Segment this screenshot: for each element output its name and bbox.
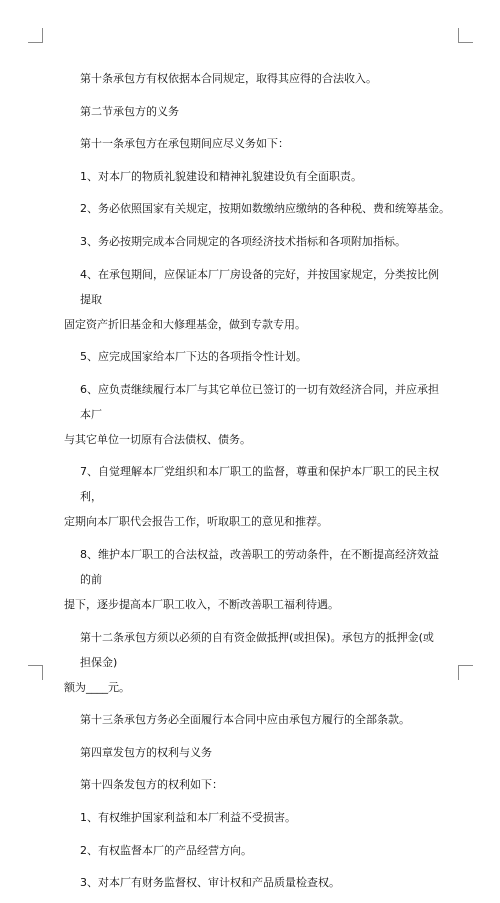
paragraph-article-10 <box>80 66 440 91</box>
rights-item-1 <box>80 805 440 830</box>
paragraph-line: 6、应负责继续履行本厂与其它单位已签订的一切有效经济合同，并应承担本厂 <box>80 382 439 421</box>
paragraph-line: 1、对本厂的物质礼貌建设和精神礼貌建设负有全面职责。 <box>80 169 362 183</box>
list-item-3 <box>80 229 440 254</box>
paragraph-line: 第十二条承包方须以必须的自有资金做抵押(或担保)。承包方的抵押金(或担保金) <box>80 630 434 669</box>
paragraph-line: 第二节承包方的义务 <box>80 104 179 118</box>
list-item-1 <box>80 164 440 189</box>
crop-mark-bottom-left <box>28 665 43 680</box>
paragraph-article-12 <box>64 625 440 700</box>
list-item-2 <box>80 196 450 221</box>
paragraph-line: 第十条承包方有权依据本合同规定，取得其应得的合法收入。 <box>80 72 377 85</box>
paragraph-line: 3、务必按期完成本合同规定的各项经济技术指标和各项附加指标。 <box>80 234 406 248</box>
list-item-8 <box>64 542 440 617</box>
list-item-7 <box>64 459 440 534</box>
section-heading-contractor-obligations <box>80 99 440 124</box>
paragraph-line: 3、对本厂有财务监督权、审计权和产品质量检查权。 <box>80 876 340 890</box>
list-item-4 <box>64 262 440 337</box>
paragraph-line: 2、有权监督本厂的产品经营方向。 <box>80 843 252 857</box>
paragraph-line: 第十四条发包方的权利如下： <box>80 778 223 792</box>
paragraph-line: 7、自觉理解本厂党组织和本厂职工的监督，尊重和保护本厂职工的民主权利， <box>80 465 439 504</box>
paragraph-line: 8、维护本厂职工的合法权益，改善职工的劳动条件，在不断提高经济效益的前 <box>80 547 439 586</box>
paragraph-line: 1、有权维护国家利益和本厂利益不受损害。 <box>80 810 296 824</box>
paragraph-line: 第十三条承包方务必全面履行本合同中应由承包方履行的全部条款。 <box>80 713 410 727</box>
crop-mark-top-left <box>28 28 43 43</box>
crop-mark-top-right <box>458 28 473 43</box>
chapter-heading-contractee-rights <box>80 740 440 765</box>
paragraph-line: 5、应完成国家给本厂下达的各项指令性计划。 <box>80 350 307 364</box>
rights-item-2 <box>80 838 440 863</box>
paragraph-line: 第十一条承包方在承包期间应尽义务如下： <box>80 137 289 151</box>
paragraph-line: 4、在承包期间，应保证本厂厂房设备的完好，并按国家规定，分类按比例提取 <box>80 267 439 306</box>
document-body <box>64 66 450 903</box>
paragraph-line-continued: 提下，逐步提高本厂职工收入，不断改善职工福利待遇。 <box>64 597 339 611</box>
list-item-6 <box>64 377 440 452</box>
list-item-5 <box>80 344 440 369</box>
crop-mark-bottom-right <box>458 665 473 680</box>
paragraph-line-continued: 定期向本厂职代会报告工作，听取职工的意见和推荐。 <box>64 515 328 529</box>
paragraph-line: 2、务必依照国家有关规定，按期如数缴纳应缴纳的各种税、费和统筹基金。 <box>80 202 450 216</box>
paragraph-article-14 <box>80 772 440 797</box>
paragraph-line: 第四章发包方的权利与义务 <box>80 745 212 759</box>
paragraph-line-continued: 固定资产折旧基金和大修理基金，做到专款专用。 <box>64 317 306 331</box>
paragraph-line-continued: 额为____元。 <box>64 680 130 694</box>
rights-item-3 <box>80 870 440 895</box>
paragraph-article-13 <box>80 707 440 732</box>
paragraph-article-11 <box>80 131 440 156</box>
paragraph-line-continued: 与其它单位一切原有合法债权、债务。 <box>64 432 251 446</box>
